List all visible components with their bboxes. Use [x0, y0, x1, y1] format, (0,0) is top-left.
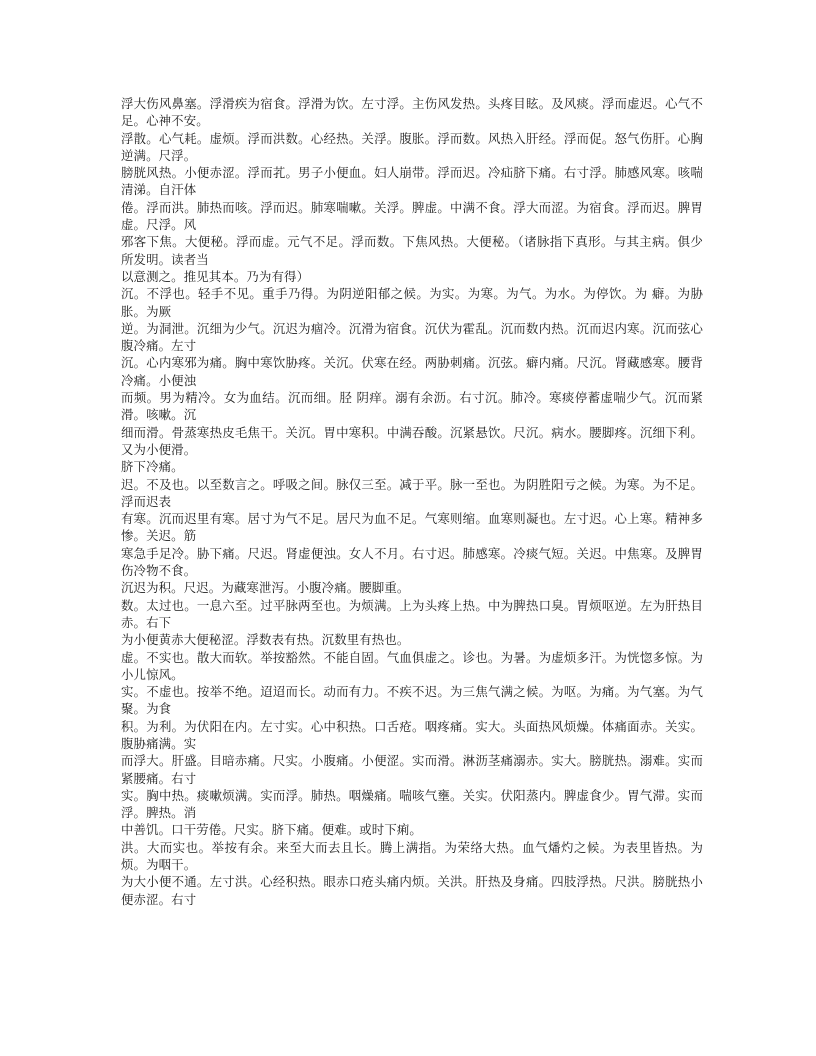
- paragraph: 洪。大而实也。举按有余。来至大而去且长。腾上满指。为荣络大热。血气燔灼之候。为表里皆热。为烦。为咽干。: [121, 839, 703, 873]
- paragraph: 积。为利。为伏阳在内。左寸实。心中积热。口舌疮。咽疼痛。实大。头面热风烦燥。体痛面赤。关实。腹胁痛满。实: [121, 718, 703, 751]
- paragraph: 实。不虚也。按举不绝。迢迢而长。动而有力。不疾不迟。为三焦气满之候。为呕。为痛。为气塞。为气聚。为食: [121, 684, 703, 717]
- paragraph: 实。胸中热。痰嗽烦满。实而浮。肺热。咽燥痛。喘咳气壅。关实。伏阳蒸内。脾虚食少。胃气滞。实而浮。脾热。消: [121, 787, 703, 821]
- paragraph: 倦。浮而洪。肺热而咳。浮而迟。肺寒喘嗽。关浮。脾虚。中满不食。浮大而涩。为宿食。浮而迟。脾胃虚。尺浮。风: [121, 199, 703, 233]
- paragraph: 寒急手足冷。胁下痛。尺迟。肾虚便浊。女人不月。右寸迟。肺感寒。冷痰气短。关迟。中焦寒。及脾胃伤冷物不食。: [121, 545, 703, 579]
- paragraph: 有寒。沉而迟里有寒。居寸为气不足。居尺为血不足。气寒则缩。血寒则凝也。左寸迟。心上寒。精神多惨。关迟。筋: [121, 511, 703, 544]
- paragraph: 浮散。心气耗。虚烦。浮而洪数。心经热。关浮。腹胀。浮而数。风热入肝经。浮而促。怒气伤肝。心胸逆满。尺浮。: [121, 130, 703, 163]
- paragraph: 沉。心内寒邪为痛。胸中寒饮胁疼。关沉。伏寒在经。两胁刺痛。沉弦。癖内痛。尺沉。肾藏感寒。腰背冷痛。小便浊: [121, 355, 703, 388]
- paragraph: 而浮大。肝盛。目暗赤痛。尺实。小腹痛。小便涩。实而滑。淋沥茎痛溺赤。实大。膀胱热。溺难。实而紧腰痛。右寸: [121, 753, 703, 786]
- paragraph: 沉。不浮也。轻手不见。重手乃得。为阴逆阳郁之候。为实。为寒。为气。为水。为停饮。为 癖。为胁胀。为厥: [121, 286, 703, 319]
- paragraph: 膀胱风热。小便赤涩。浮而芤。男子小便血。妇人崩带。浮而迟。冷疝脐下痛。右寸浮。肺感风寒。咳喘清涕。自汗体: [121, 165, 703, 198]
- paragraph: 邪客下焦。大便秘。浮而虚。元气不足。浮而数。下焦风热。大便秘。（诸脉指下真形。与其主病。俱少所发明。读者当: [121, 234, 703, 267]
- paragraph: 数。太过也。一息六至。过平脉两至也。为烦满。上为头疼上热。中为脾热口臭。胃烦呕逆。左为肝热目赤。右下: [121, 597, 703, 630]
- paragraph: 中善饥。口干劳倦。尺实。脐下痛。便难。或时下痢。: [121, 822, 422, 838]
- paragraph: 虚。不实也。散大而软。举按豁然。不能自固。气血俱虚之。诊也。为暑。为虚烦多汗。为恍惚多惊。为小儿惊风。: [121, 649, 703, 682]
- paragraph: 为小便黄赤大便秘涩。浮数表有热。沉数里有热也。: [121, 632, 410, 648]
- paragraph: 细而滑。骨蒸寒热皮毛焦干。关沉。胃中寒积。中满吞酸。沉紧悬饮。尺沉。病水。腰脚疼。沉细下利。又为小便滑。: [121, 424, 703, 457]
- paragraph: 脐下冷痛。: [121, 459, 184, 475]
- document-body: [121, 95, 703, 908]
- paragraph: 浮大伤风鼻塞。浮滑疾为宿食。浮滑为饮。左寸浮。主伤风发热。头疼目眩。及风痰。浮而虚迟。心气不足。心神不安。: [121, 96, 703, 129]
- paragraph: 而频。男为精冷。女为血结。沉而细。胫 阴痒。溺有余沥。右寸沉。肺冷。寒痰停蓄虚喘少气。沉而紧滑。咳嗽。沉: [121, 390, 703, 423]
- paragraph: 逆。为洞泄。沉细为少气。沉迟为痼冷。沉滑为宿食。沉伏为霍乱。沉而数内热。沉而迟内寒。沉而弦心腹冷痛。左寸: [121, 320, 703, 354]
- paragraph: 沉迟为积。尺迟。为藏寒泄泻。小腹冷痛。腰脚重。: [121, 580, 410, 596]
- paragraph: 以意测之。推见其本。乃为有得）: [121, 268, 310, 284]
- paragraph: 为大小便不通。左寸洪。心经积热。眼赤口疮头痛内烦。关洪。肝热及身痛。四肢浮热。尺洪。膀胱热小便赤涩。右寸: [121, 874, 703, 907]
- paragraph: 迟。不及也。以至数言之。呼吸之间。脉仅三至。减于平。脉一至也。为阴胜阳亏之候。为寒。为不足。浮而迟表: [121, 476, 703, 509]
